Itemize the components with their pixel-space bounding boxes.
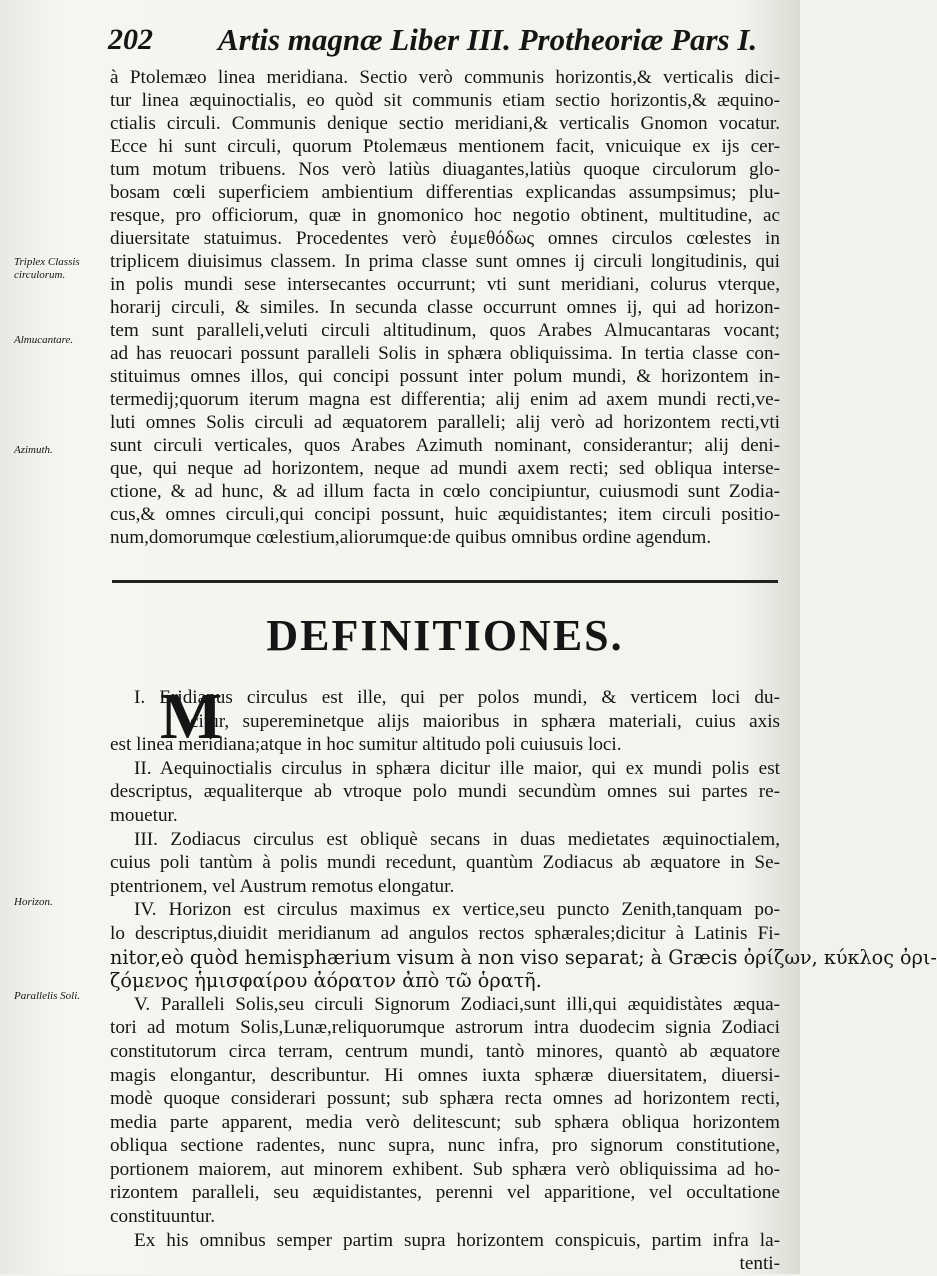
text-line: ctione, & ad hunc, & ad illum facta in cœlo concipiuntur, cuiusmodi sunt Zodia- [110, 481, 780, 502]
page-number: 202 [108, 23, 153, 56]
definition-line: I. Eridianus circulus est ille, qui per polos mundi, & verticem loci du- [134, 687, 780, 708]
catchword: tenti- [739, 1253, 780, 1275]
text-line: bosam cœli superficiem ambientium differentias explicandas assumpsimus; plu- [110, 182, 780, 203]
definition-line: descriptus, æqualiterque ab vtroque polo mundi secundùm omnes sui partes re- [110, 781, 780, 803]
definition-line: constituuntur. [110, 1206, 215, 1228]
text-line: sunt circuli verticales, quos Arabes Azimuth nominant, considerantur; alij deni- [110, 435, 780, 456]
text-line: ad has reuocari possunt paralleli Solis in sphæra obliquissima. In tertia classe con- [110, 343, 780, 364]
drop-cap-letter: M [160, 680, 223, 753]
definition-line: portionem maiorem, aut minorem exhibent. Sub sphæra verò obliquissima ad ho- [110, 1158, 780, 1180]
text-line: Ecce hi sunt circuli, quorum Ptolemæus mentionem facit, vnicuique ex ijs cer- [110, 136, 780, 157]
definition-line: constitutorum circa terram, centrum mundi, tantò minores, quantò ab æquatore [110, 1040, 780, 1062]
text-line: stituimus omnes illos, qui concipi possunt inter polum mundi, & horizontem in- [110, 366, 780, 387]
definition-line: obliqua sectione radentes, nunc supra, nunc infra, pro signorum constitutione, [110, 1135, 780, 1157]
margin-note-triplex: Triplex Classis circulorum. [14, 256, 80, 281]
text-line: triplicem diuisimus classem. In prima classe sunt omnes ij circuli longitudinis, qui [110, 251, 780, 272]
text-line: tur linea æquinoctialis, eo quòd sit communis etiam sectio horizontis,& æquino- [110, 90, 780, 111]
definition-line: IV. Horizon est circulus maximus ex vertice,seu puncto Zenith,tanquam po- [134, 899, 780, 921]
definition-line: magis elongantur, describuntur. Hi omnes iuxta sphæræ diuersitatem, diuersi- [110, 1064, 780, 1086]
definition-line: rizontem paralleli, seu æquidistantes, perenni vel apparitione, vel occultatione [110, 1182, 780, 1204]
definition-line: V. Paralleli Solis,seu circuli Signorum Zodiaci,sunt illi,qui æquidistàtes æqua- [134, 993, 780, 1015]
definition-line: cuius poli tantùm à polis mundi recedunt, quantùm Zodiacus ab æquatore in Se- [110, 852, 780, 874]
margin-note-horizon: Horizon. [14, 896, 53, 908]
text-line: que, qui neque ad horizontem, neque ad mundi axem recti; sed obliqua interse- [110, 458, 780, 479]
intro-paragraph [110, 66, 780, 549]
definition-line: modè quoque considerari possunt; sub sphæra recta omnes ad horizontem recti, [110, 1088, 780, 1110]
text-line: tem sunt paralleli,veluti circuli altitudinum, quos Arabes Almucantaras vocant; [110, 320, 780, 341]
definition-line: media parte apparent, media verò delitescunt; sub sphæra obliqua horizontem [110, 1111, 780, 1133]
definition-line: ptentrionem, vel Austrum remotus elongatur. [110, 875, 455, 897]
definition-line: ζόμενος ἡμισφαίρου ἀόρατον ἀπὸ τῶ ὁρατῆ. [110, 969, 542, 993]
text-line: cus,& omnes circuli,qui concipi possunt, huic æquidistantes; item circuli positio- [110, 504, 780, 525]
text-line: num,domorumque cœlestium,aliorumque:de quibus omnibus ordine agendum. [110, 527, 712, 548]
definition-line: II. Aequinoctialis circulus in sphæra dicitur ille maior, qui ex mundi polis est [134, 757, 780, 779]
definition-line: mouetur. [110, 804, 178, 826]
text-line: resque, pro officiorum, quæ in gnomonico hoc negotio obtinent, multitudine, ac [110, 205, 780, 226]
text-line: ctialis circuli. Communis denique sectio meridiani,& verticalis Gnomon vocatur. [110, 113, 780, 134]
definition-line: tori ad motum Solis,Lunæ,reliquorumque astrorum intra duodecim signia Zodiaci [110, 1017, 780, 1039]
running-header [108, 20, 780, 60]
margin-note-almucantare: Almucantare. [14, 334, 74, 346]
margin-note-azimuth: Azimuth. [14, 444, 53, 456]
section-divider-rule [112, 580, 778, 583]
definition-line: III. Zodiacus circulus est obliquè secans in duas medietates æquinoctialem, [134, 828, 780, 850]
text-line: in polis mundi sese intersecantes occurrunt; vti sunt meridiani, colurus vterque, [110, 274, 780, 295]
definition-line: est linea meridiana;atque in hoc sumitur altitudo poli cuiusuis loci. [110, 734, 622, 756]
text-line: termedij;quorum iterum magna est differentia; alij enim ad axem mundi recti,ve- [110, 389, 780, 410]
running-title: Artis magnæ Liber III. Protheoriæ Pars I. [218, 22, 758, 57]
text-line: tum motum tribuens. Nos verò latiùs diuagantes,latiùs quoque circulorum glo- [110, 159, 780, 180]
definition-line: citur, supereminetque alijs maioribus in sphæra materiali, cuius axis [190, 710, 780, 732]
definition-line: nitor,eò quòd hemisphærium visum à non viso separat; à Græcis ὀρίζων, κύκλος ὀρι- [110, 945, 937, 969]
definition-line: lo descriptus,diuidit meridianum ad angulos rectos sphærales;dicitur à Latinis Fi- [110, 922, 780, 944]
definition-line: Ex his omnibus semper partim supra horizontem conspicuis, partim infra la- [134, 1229, 780, 1251]
text-line: horarij circuli, & similes. In secunda classe occurrunt omnes ij, qui ad horizon- [110, 297, 780, 318]
definitions-list [110, 680, 937, 1276]
text-line: luti omnes Solis circuli ad æquatorem paralleli; alij verò ad horizontem recti,vti [110, 412, 780, 433]
text-line: diuersitate statuimus. Procedentes verò ἐυμεθόδως omnes circulos cœlestes in [110, 228, 780, 249]
text-line: à Ptolemæo linea meridiana. Sectio verò communis horizontis,& verticalis dici- [110, 67, 780, 88]
section-heading: DEFINITIONES. [266, 611, 624, 660]
margin-note-parallelis-soli: Parallelis Soli. [14, 990, 80, 1002]
